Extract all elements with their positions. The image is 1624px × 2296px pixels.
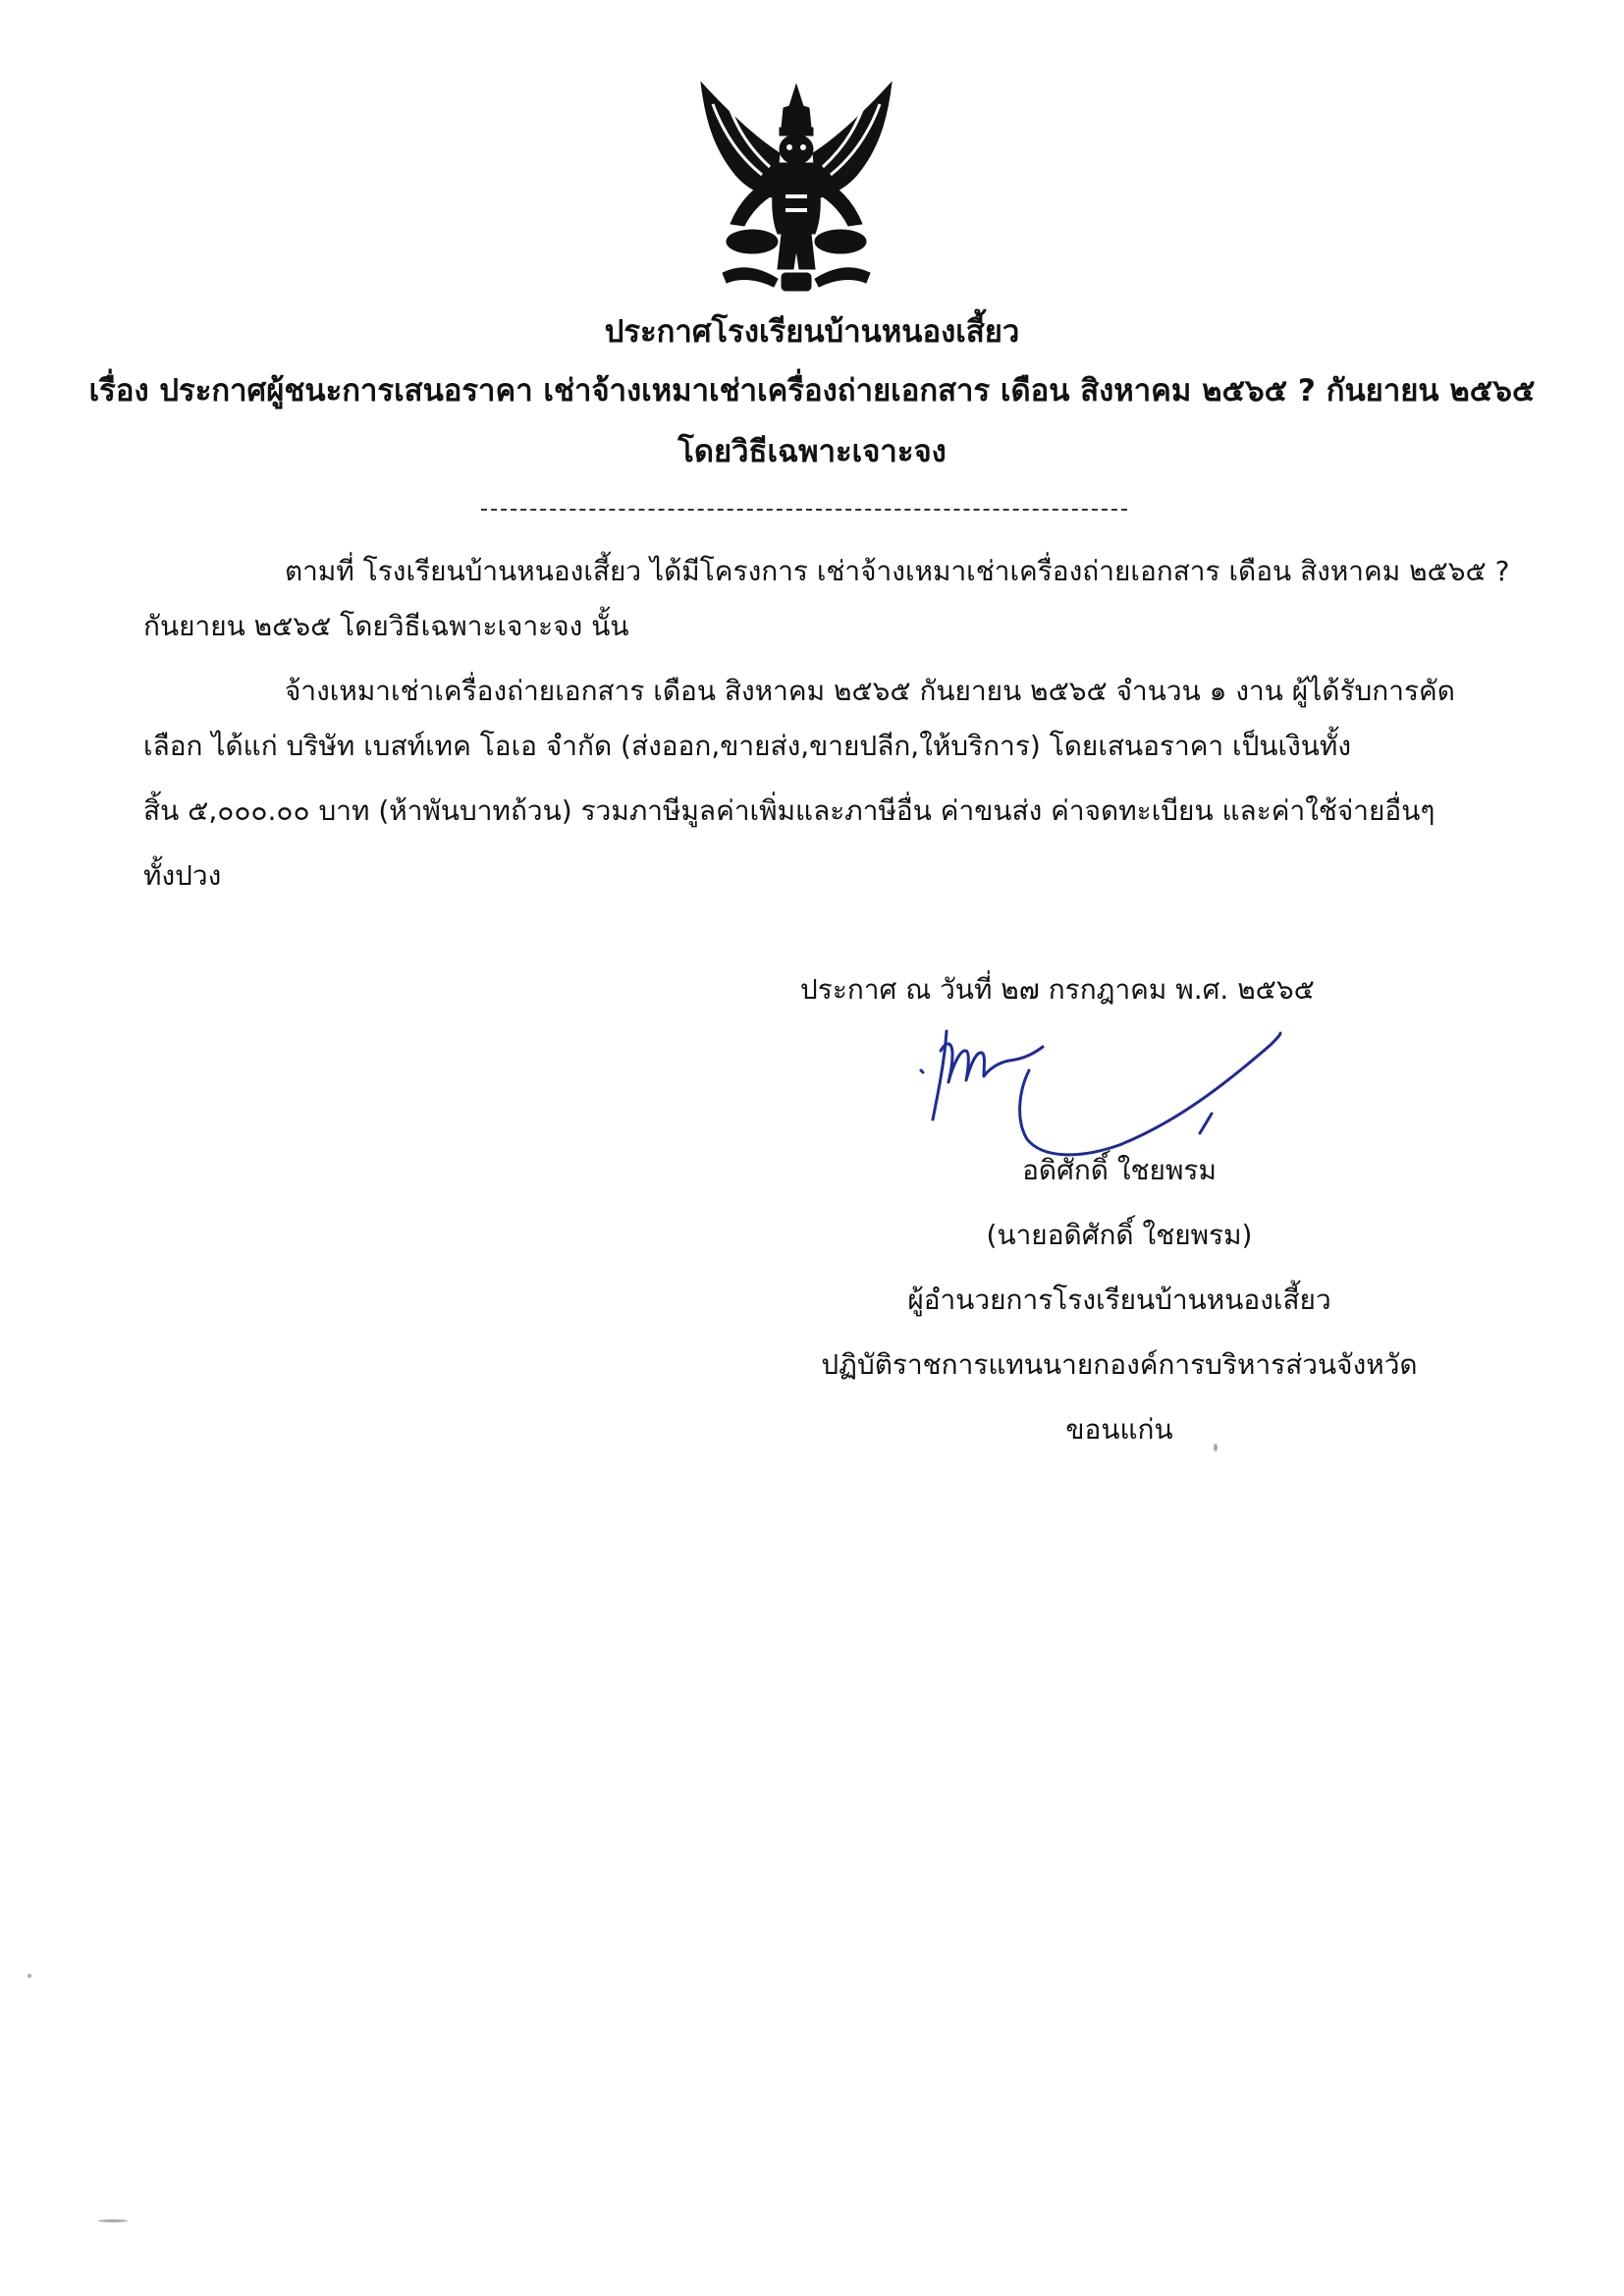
paragraph-2-line-1: จ้างเหมาเช่าเครื่องถ่ายเอกสาร เดือน สิงหาคม ๒๕๖๕ กันยายน ๒๕๖๕ จำนวน ๑ งาน ผู้ได้รับการคัด — [285, 675, 1455, 707]
scan-speck — [1214, 1444, 1218, 1451]
scan-speck — [27, 1974, 31, 1978]
signer-position-line-3: ขอนแก่น — [1065, 1413, 1173, 1446]
announcement-date: ประกาศ ณ วันที่ ๒๗ กรกฎาคม พ.ศ. ๒๕๖๕ — [800, 973, 1315, 1006]
announcement-title: ประกาศโรงเรียนบ้านหนองเสี้ยว — [604, 314, 1020, 350]
divider — [481, 509, 1127, 511]
paragraph-1-line-1: ตามที่ โรงเรียนบ้านหนองเสี้ยว ได้มีโครงการ เช่าจ้างเหมาเช่าเครื่องถ่ายเอกสาร เดือน สิงหาคม ๒๕๖๕ ? — [285, 555, 1510, 587]
signer-full-name: (นายอดิศักดิ์ ใชยพรม) — [986, 1219, 1253, 1251]
signer-position-line-1: ผู้อำนวยการโรงเรียนบ้านหนองเสี้ยว — [907, 1284, 1331, 1316]
scan-speck — [98, 2219, 128, 2222]
paragraph-2-line-2: เลือก ได้แก่ บริษัท เบสท์เทค โอเอ จำกัด (ส่งออก,ขายส่ง,ขายปลีก,ให้บริการ) โดยเสนอราคา เป็นเงินทั้ง — [143, 730, 1352, 762]
announcement-subject: เรื่อง ประกาศผู้ชนะการเสนอราคา เช่าจ้างเหมาเช่าเครื่องถ่ายเอกสาร เดือน สิงหาคม ๒๕๖๕ ? กันยายน ๒๕๖๕ — [88, 373, 1536, 409]
signer-position-line-2: ปฏิบัติราชการแทนนายกองค์การบริหารส่วนจังหวัด — [821, 1348, 1418, 1381]
paragraph-1-line-2: กันยายน ๒๕๖๕ โดยวิธีเฉพาะเจาะจง นั้น — [143, 610, 629, 642]
garuda-emblem-icon — [683, 77, 909, 299]
paragraph-2-line-3: สิ้น ๕,๐๐๐.๐๐ บาท (ห้าพันบาทถ้วน) รวมภาษีมูลค่าเพิ่มและภาษีอื่น ค่าขนส่ง ค่าจดทะเบียน และค่าใช้จ่ายอื่นๆ — [143, 794, 1435, 827]
handwritten-signature — [913, 1011, 1286, 1169]
signer-name: อดิศักดิ์ ใชยพรม — [1022, 1154, 1217, 1186]
procurement-method: โดยวิธีเฉพาะเจาะจง — [677, 434, 947, 469]
paragraph-2-line-4: ทั้งปวง — [143, 859, 222, 892]
